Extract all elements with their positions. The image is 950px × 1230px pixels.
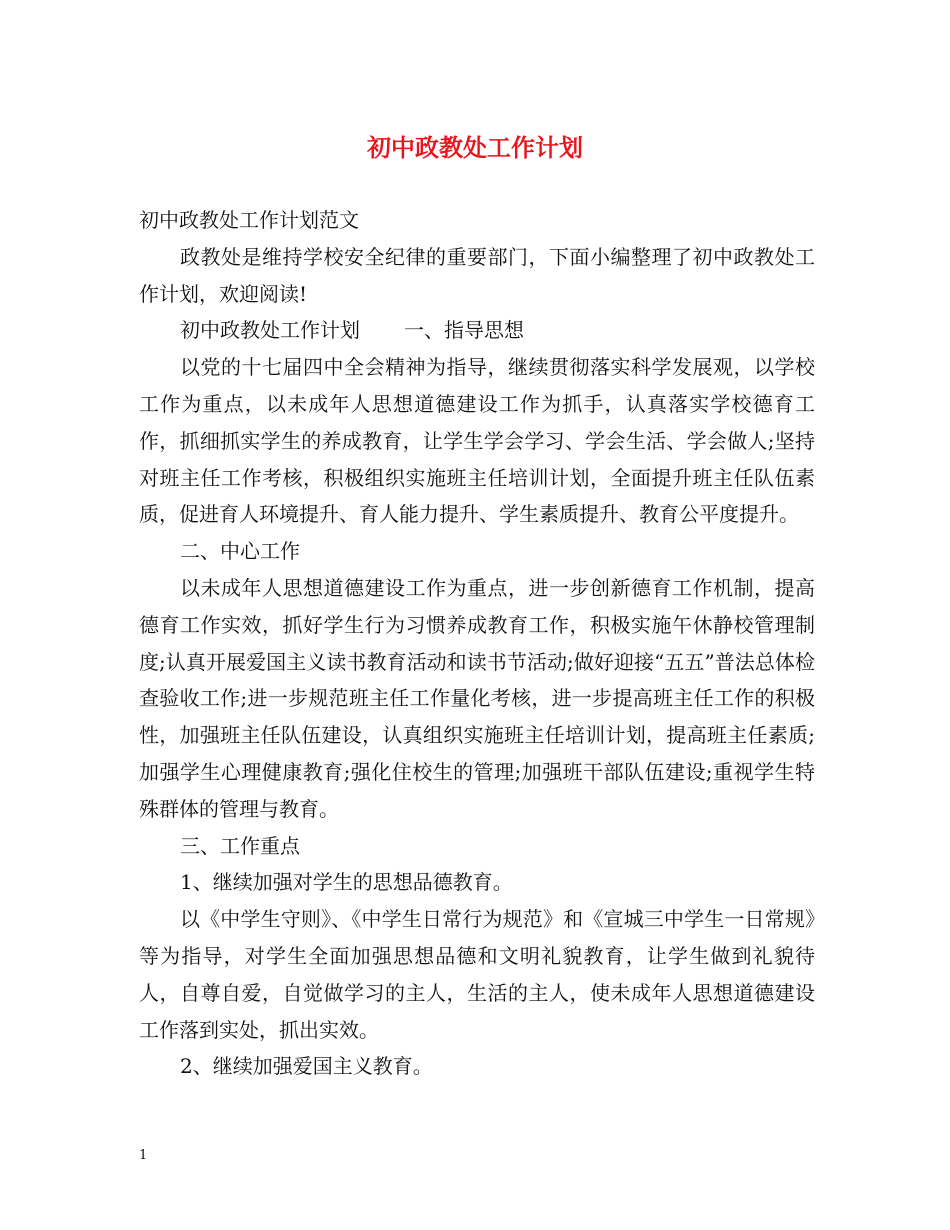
plan-title-inline: 初中政教处工作计划 [180,318,360,343]
document-title: 初中政教处工作计划 [367,133,583,162]
section-heading-work-focus: 三、工作重点 [180,833,300,858]
list-item-1-heading: 1、继续加强对学生的思想品德教育。 [180,870,513,895]
paragraph-moral-education: 以《中学生守则》、《中学生日常行为规范》和《宣城三中学生一日常规》等为指导，对学生全面加强思想品德和文明礼貌教育，让学生做到礼貌待人，自尊自爱，自觉做学习的主人，生活的主人，使未成年人思想道德建设工作落到实处，抓出实效。 [139,907,815,1042]
paragraph-intro: 政教处是维持学校安全纪律的重要部门，下面小编整理了初中政教处工作计划，欢迎阅读! [139,244,815,306]
list-item-2-heading: 2、继续加强爱国主义教育。 [180,1054,433,1079]
paragraph-central-work: 以未成年人思想道德建设工作为重点，进一步创新德育工作机制，提高德育工作实效，抓好学生行为习惯养成教育工作，积极实施午休静校管理制度;认真开展爱国主义读书教育活动和读书节活动;做好迎接“五五”普法总体检查验收工作;进一步规范班主任工作量化考核，进一步提高班主任工作的积极性，加强班主任队伍建设，认真组织实施班主任培训计划，提高班主任素质;加强学生心理健康教育;强化住校生的管理;加强班干部队伍建设;重视学生特殊群体的管理与教育。 [139,575,815,821]
section-heading-central-work: 二、中心工作 [180,539,300,564]
section-heading-guiding-thought: 一、指导思想 [404,318,524,343]
paragraph-subtitle: 初中政教处工作计划范文 [139,208,359,232]
page-number: 1 [139,1148,148,1163]
paragraph-guiding-thought: 以党的十七届四中全会精神为指导，继续贯彻落实科学发展观，以学校工作为重点，以未成年人思想道德建设工作为抓手，认真落实学校德育工作，抓细抓实学生的养成教育，让学生学会学习、学会生活、学会做人;坚持对班主任工作考核，积极组织实施班主任培训计划，全面提升班主任队伍素质，促进育人环境提升、育人能力提升、学生素质提升、教育公平度提升。 [139,355,815,527]
paragraph-plan-heading [139,312,815,349]
document-body [139,202,815,1085]
